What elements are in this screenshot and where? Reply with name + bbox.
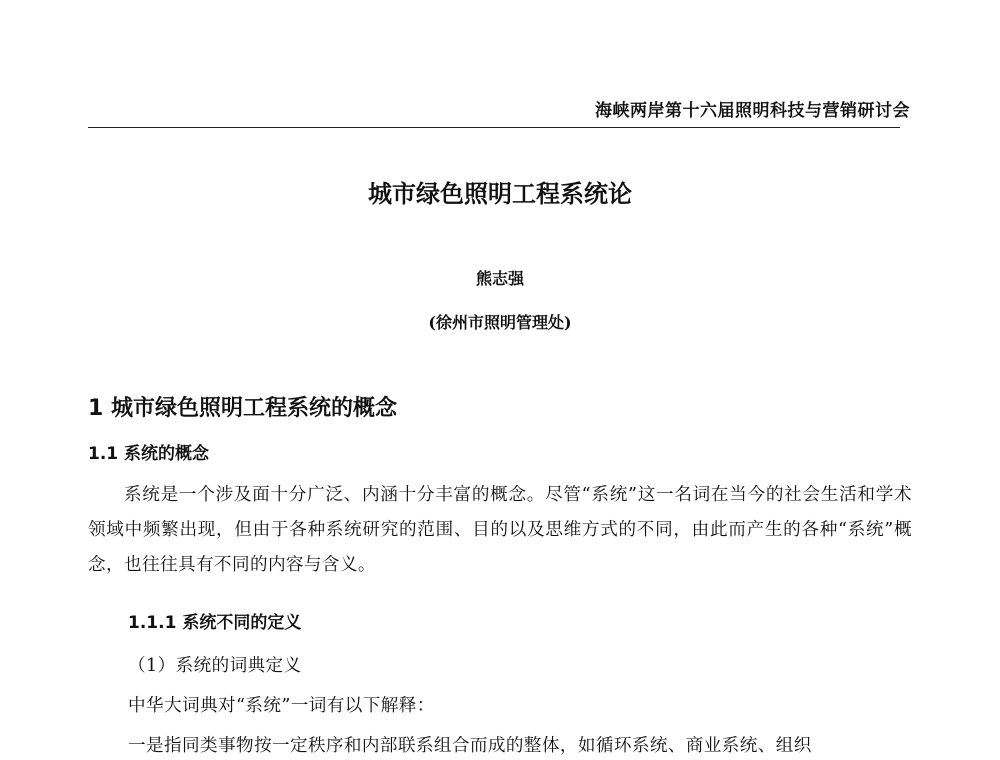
section-heading-1-1: 1.1 系统的概念 [88, 444, 210, 464]
body-line: 中华大词典对“系统”一词有以下解释： [128, 696, 435, 716]
section-heading-1: 1 城市绿色照明工程系统的概念 [88, 396, 397, 421]
header-rule [88, 127, 900, 128]
author-affiliation: (徐州市照明管理处) [428, 313, 572, 332]
body-line: 一是指同类事物按一定秩序和内部联系组合而成的整体，如循环系统、商业系统、组织 [128, 736, 812, 756]
running-header: 海峡两岸第十六届照明科技与营销研讨会 [595, 101, 910, 121]
paper-title: 城市绿色照明工程系统论 [368, 180, 632, 208]
list-item: （1）系统的词典定义 [128, 656, 302, 676]
author-name: 熊志强 [475, 269, 524, 288]
section-heading-1-1-1: 1.1.1 系统不同的定义 [128, 613, 302, 633]
body-paragraph: 系统是一个涉及面十分广泛、内涵十分丰富的概念。尽管“系统”这一名词在当今的社会生活和学术领域中频繁出现，但由于各种系统研究的范围、目的以及思维方式的不同，由此而产生的各种“系统”概念，也往往具有不同的内容与含义。 [88, 485, 912, 575]
